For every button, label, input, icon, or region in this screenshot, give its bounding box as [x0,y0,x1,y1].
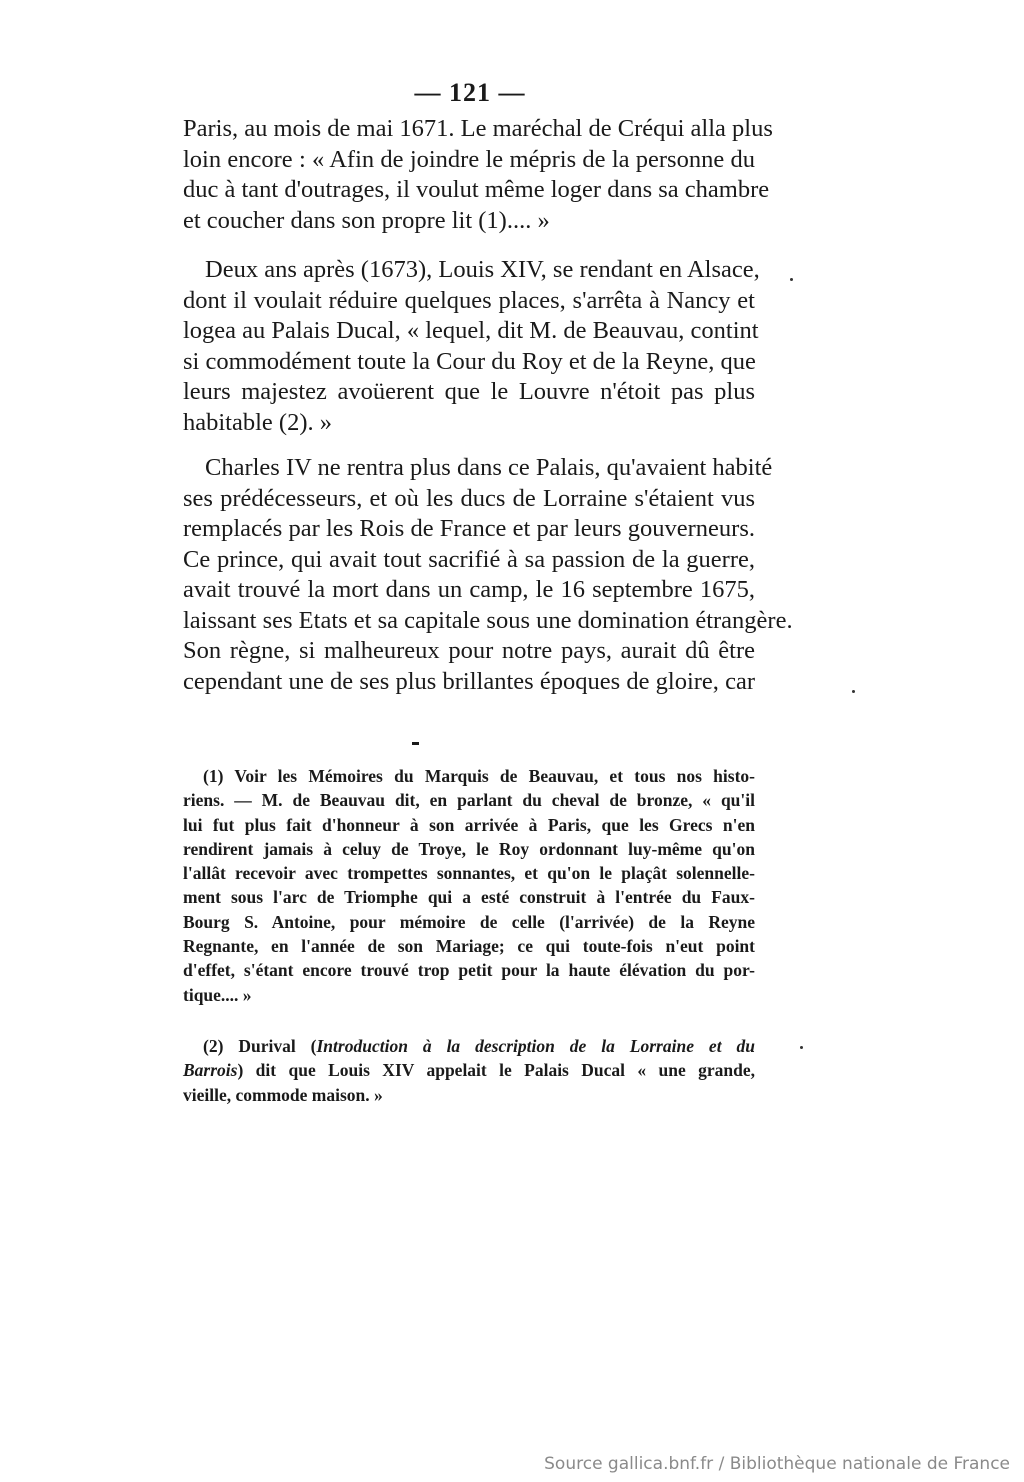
footnote-title-italic: Barrois [183,1060,238,1081]
footnote-text: ) dit que Louis XIV appelait le Palais Ducal « une grande, [237,1060,755,1081]
text-line: si commodément toute la Cour du Roy et de la Reyne, que [183,347,756,375]
footnote-2 [183,1034,755,1107]
footnote-line: vieille, commode maison. » [183,1084,383,1105]
footnote-1 [183,764,755,1007]
scan-speck [852,690,855,693]
text-line: Son règne, si malheureux pour notre pays, aurait dû être [183,637,755,664]
text-line: dont il voulait réduire quelques places, s'arrêta à Nancy et [183,286,755,314]
footnote-line: rendirent jamais à celuy de Troye, le Roy ordonnant luy-même qu'on [183,838,755,859]
footnote-line [183,1034,755,1058]
footnote-line: tique.... » [183,984,252,1005]
text-line: logea au Palais Ducal, « lequel, dit M. de Beauvau, contint [183,317,759,344]
paragraph-1 [183,114,773,236]
footnote-line: riens. — M. de Beauvau dit, en parlant du cheval de bronze, « qu'il [183,790,755,811]
paragraph-3 [183,453,793,697]
text-line: cependant une de ses plus brillantes époques de gloire, car [183,667,755,695]
page-number: — 121 — [414,78,526,107]
text-line: Paris, au mois de mai 1671. Le maréchal de Créqui alla plus [183,115,773,142]
text-line: remplacés par les Rois de France et par leurs gouverneurs. [183,515,755,542]
scan-speck [800,1046,803,1049]
text-line: habitable (2). » [183,408,332,436]
text-line: duc à tant d'outrages, il voulut même loger dans sa chambre [183,176,770,203]
text-line: avait trouvé la mort dans un camp, le 16 septembre 1675, [183,576,755,603]
text-line: loin encore : « Afin de joindre le mépris de la personne du [183,145,755,173]
scan-speck [790,278,793,281]
footnote-title-italic: Introduction à la description de la Lorraine et du [316,1036,755,1056]
text-line: et coucher dans son propre lit (1).... » [183,206,550,234]
text-line: Ce prince, qui avait tout sacrifié à sa passion de la guerre, [183,545,755,573]
paragraph-2 [183,255,760,438]
footnote-line: ment sous l'arc de Triomphe qui a esté construit à l'entrée du Faux- [183,887,755,908]
footnote-line: l'allât recevoir avec trompettes sonnantes, et qu'on le plaçât solennelle- [183,863,755,884]
text-line: ses prédécesseurs, et où les ducs de Lorraine s'étaient vus [183,484,755,512]
footnote-line: lui fut plus fait d'honneur à son arrivée à Paris, que les Grecs n'en [183,814,755,835]
footnote-separator [412,742,419,745]
text-line: Deux ans après (1673), Louis XIV, se rendant en Alsace, [205,256,760,283]
text-line: Charles IV ne rentra plus dans ce Palais, qu'avaient habité [205,454,773,481]
text-line: laissant ses Etats et sa capitale sous une domination étrangère. [183,606,793,634]
footnote-line: d'effet, s'étant encore trouvé trop petit pour la haute élévation du por- [183,960,755,981]
footnote-line: Regnante, en l'année de son Mariage; ce qui toute-fois n'eut point [183,936,755,957]
footnote-line: Bourg S. Antoine, pour mémoire de celle (l'arrivée) de la Reyne [183,911,755,932]
footnote-line: (1) Voir les Mémoires du Marquis de Beauvau, et tous nos histo- [203,766,755,786]
footnote-text: (2) Durival ( [203,1036,317,1056]
source-credit: Source gallica.bnf.fr / Bibliothèque nationale de France [544,1454,1010,1474]
text-line: leurs majestez avoüerent que le Louvre n'étoit pas plus [183,378,755,405]
footnote-line [183,1058,755,1082]
